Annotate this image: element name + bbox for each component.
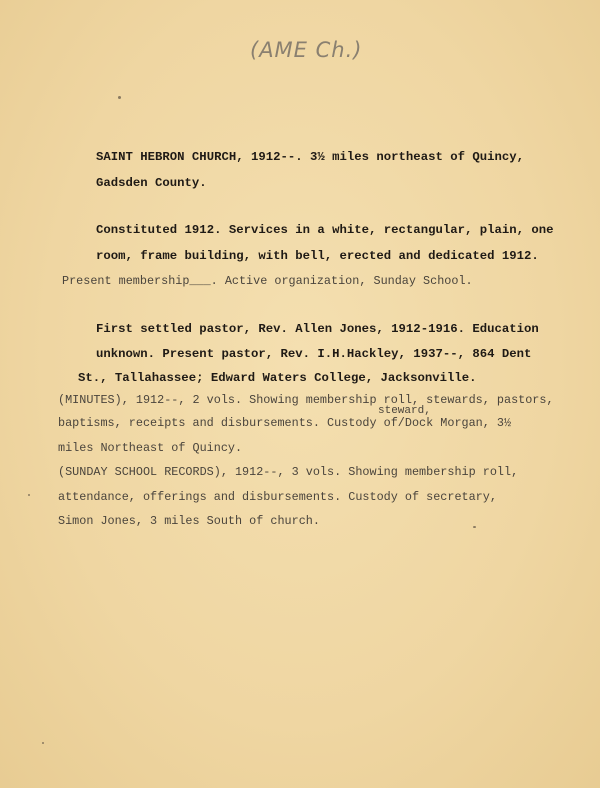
sunday-school-line-3: Simon Jones, 3 miles South of church. (58, 514, 320, 528)
minutes-line-2: baptisms, receipts and disbursements. Custody of/Dock Morgan, 3½ (58, 416, 512, 430)
sunday-school-line-1: (SUNDAY SCHOOL RECORDS), 1912--, 3 vols. Showing membership roll, (58, 465, 519, 479)
paper-speck (28, 494, 30, 496)
entry-title-line: SAINT HEBRON CHURCH, 1912--. 3½ miles northeast of Quincy, (96, 150, 525, 164)
minutes-insert: steward, (378, 405, 431, 417)
minutes-line-3: miles Northeast of Quincy. (58, 441, 243, 455)
handwritten-annotation: (AME Ch.) (250, 38, 363, 62)
constitution-line-1: Constituted 1912. Services in a white, rectangular, plain, one (96, 223, 554, 237)
pastor-line-3: St., Tallahassee; Edward Waters College, Jacksonville. (78, 371, 477, 385)
sunday-school-line-2: attendance, offerings and disbursements. Custody of secretary, (58, 490, 497, 504)
paper-speck (42, 742, 44, 744)
paper-speck (473, 526, 476, 528)
constitution-line-2: room, frame building, with bell, erected and dedicated 1912. (96, 249, 539, 263)
paper-speck (118, 96, 121, 99)
pastor-line-2: unknown. Present pastor, Rev. I.H.Hackley, 1937--, 864 Dent (96, 347, 532, 361)
membership-line: Present membership___. Active organization, Sunday School. (62, 274, 473, 288)
pastor-line-1: First settled pastor, Rev. Allen Jones, 1912-1916. Education (96, 322, 539, 336)
minutes-line-1: (MINUTES), 1912--, 2 vols. Showing membership roll, stewards, pastors, (58, 393, 554, 407)
entry-title-line-2: Gadsden County. (96, 176, 207, 190)
